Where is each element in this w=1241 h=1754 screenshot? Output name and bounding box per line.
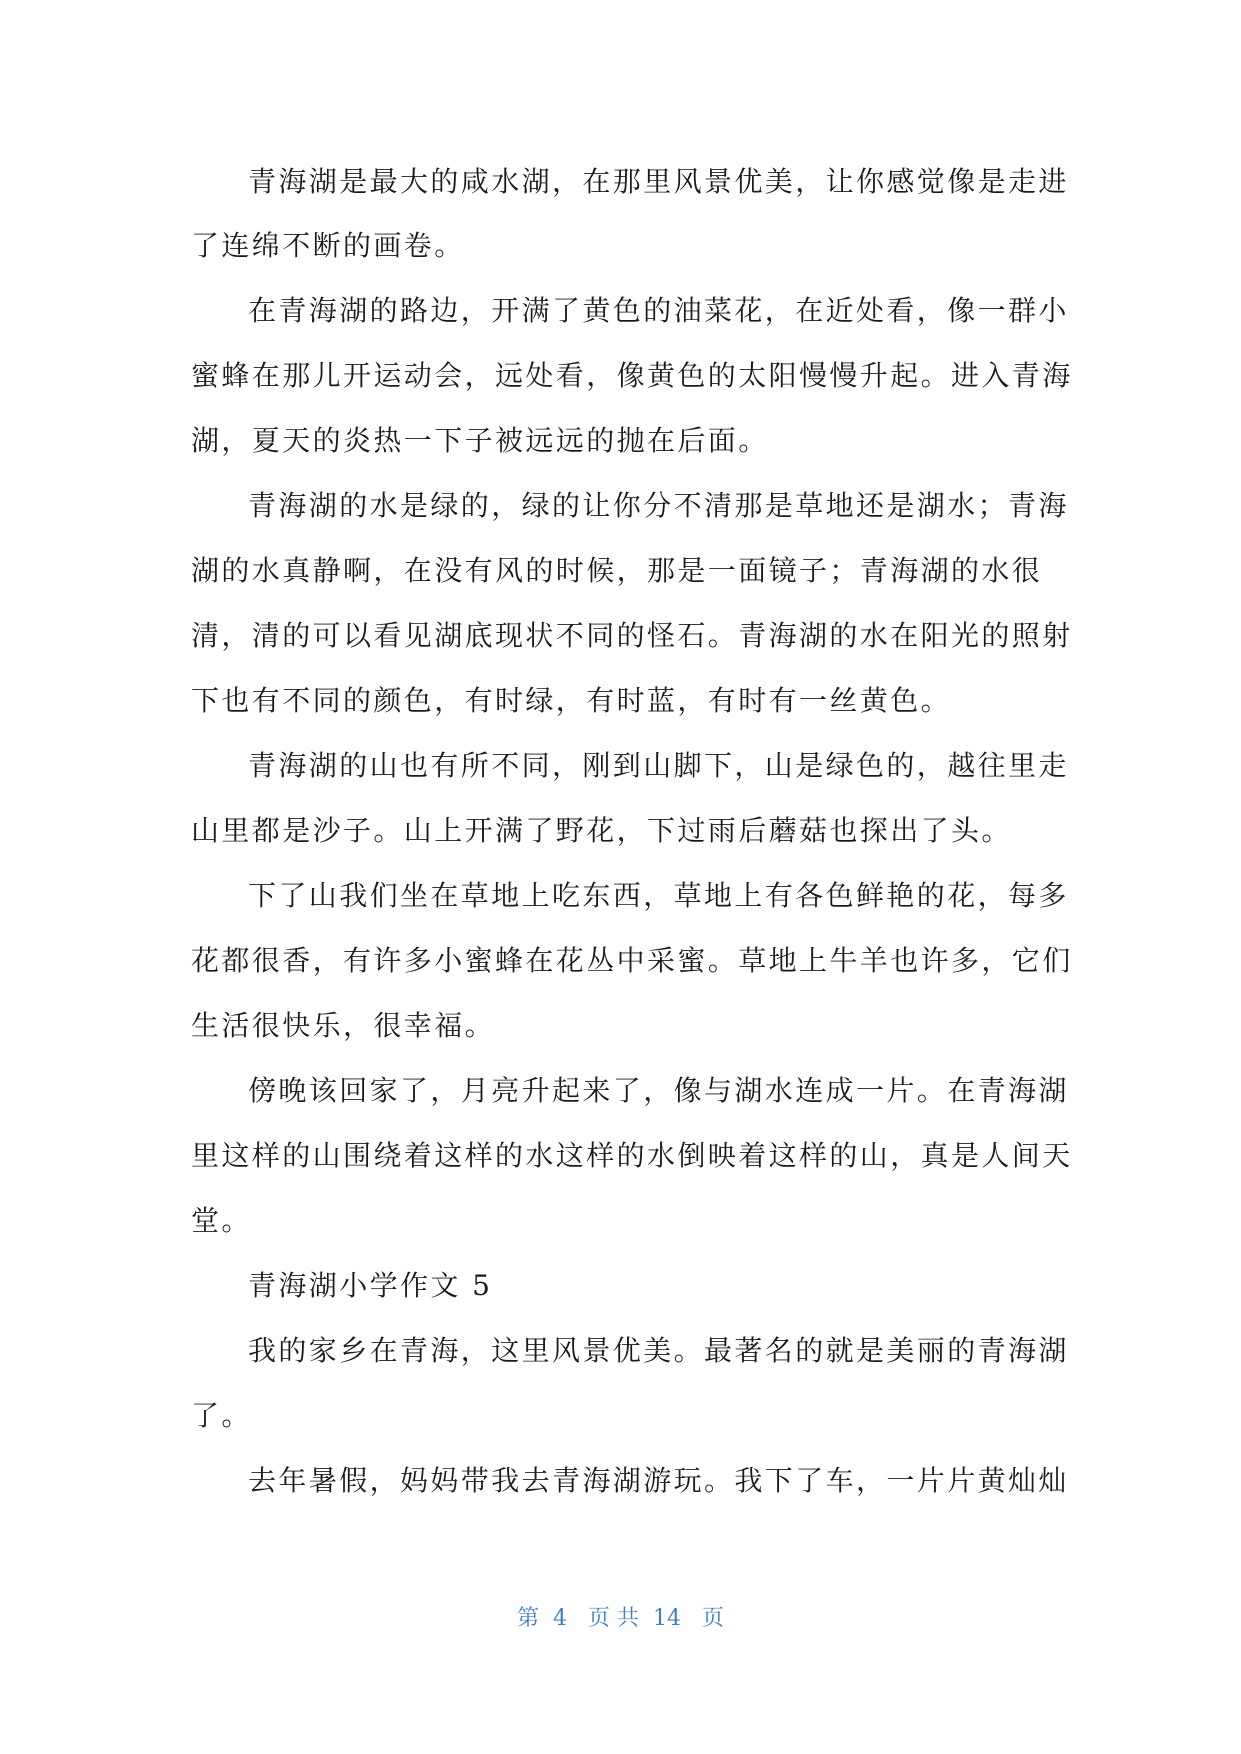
text-line: 山里都是沙子。山上开满了野花，下过雨后蘑菇也探出了头。 [191,814,1012,847]
text-line: 青海湖是最大的咸水湖，在那里风景优美，让你感觉像是走进 [248,165,1069,198]
text-line: 生活很快乐，很幸福。 [191,1009,496,1042]
text-line: 下了山我们坐在草地上吃东西，草地上有各色鲜艳的花，每多 [248,879,1069,912]
text-line: 傍晚该回家了，月亮升起来了，像与湖水连成一片。在青海湖 [248,1074,1069,1107]
section-heading: 青海湖小学作文 5 [248,1269,493,1302]
text-line: 清，清的可以看见湖底现状不同的怪石。青海湖的水在阳光的照射 [191,619,1073,652]
text-line: 我的家乡在青海，这里风景优美。最著名的就是美丽的青海湖 [248,1334,1069,1367]
page-number-footer: 第 4 页 共 14 页 [517,1606,724,1631]
text-line: 花都很香，有许多小蜜蜂在花丛中采蜜。草地上牛羊也许多，它们 [191,944,1073,977]
text-line: 湖，夏天的炎热一下子被远远的抛在后面。 [191,424,769,457]
text-line: 在青海湖的路边，开满了黄色的油菜花，在近处看，像一群小 [248,294,1069,327]
text-line: 青海湖的山也有所不同，刚到山脚下，山是绿色的，越往里走 [248,749,1069,782]
text-line: 湖的水真静啊，在没有风的时候，那是一面镜子；青海湖的水很 [191,554,1043,587]
text-line: 了。 [191,1399,252,1432]
text-line: 蜜蜂在那儿开运动会，远处看，像黄色的太阳慢慢升起。进入青海 [191,359,1073,392]
text-line: 下也有不同的颜色，有时绿，有时蓝，有时有一丝黄色。 [191,684,952,717]
text-line: 青海湖的水是绿的，绿的让你分不清那是草地还是湖水；青海 [248,489,1069,522]
text-line: 了连绵不断的画卷。 [191,229,465,262]
text-line: 去年暑假，妈妈带我去青海湖游玩。我下了车，一片片黄灿灿 [248,1464,1069,1497]
text-line: 里这样的山围绕着这样的水这样的水倒映着这样的山，真是人间天 [191,1139,1073,1172]
text-line: 堂。 [191,1204,252,1237]
